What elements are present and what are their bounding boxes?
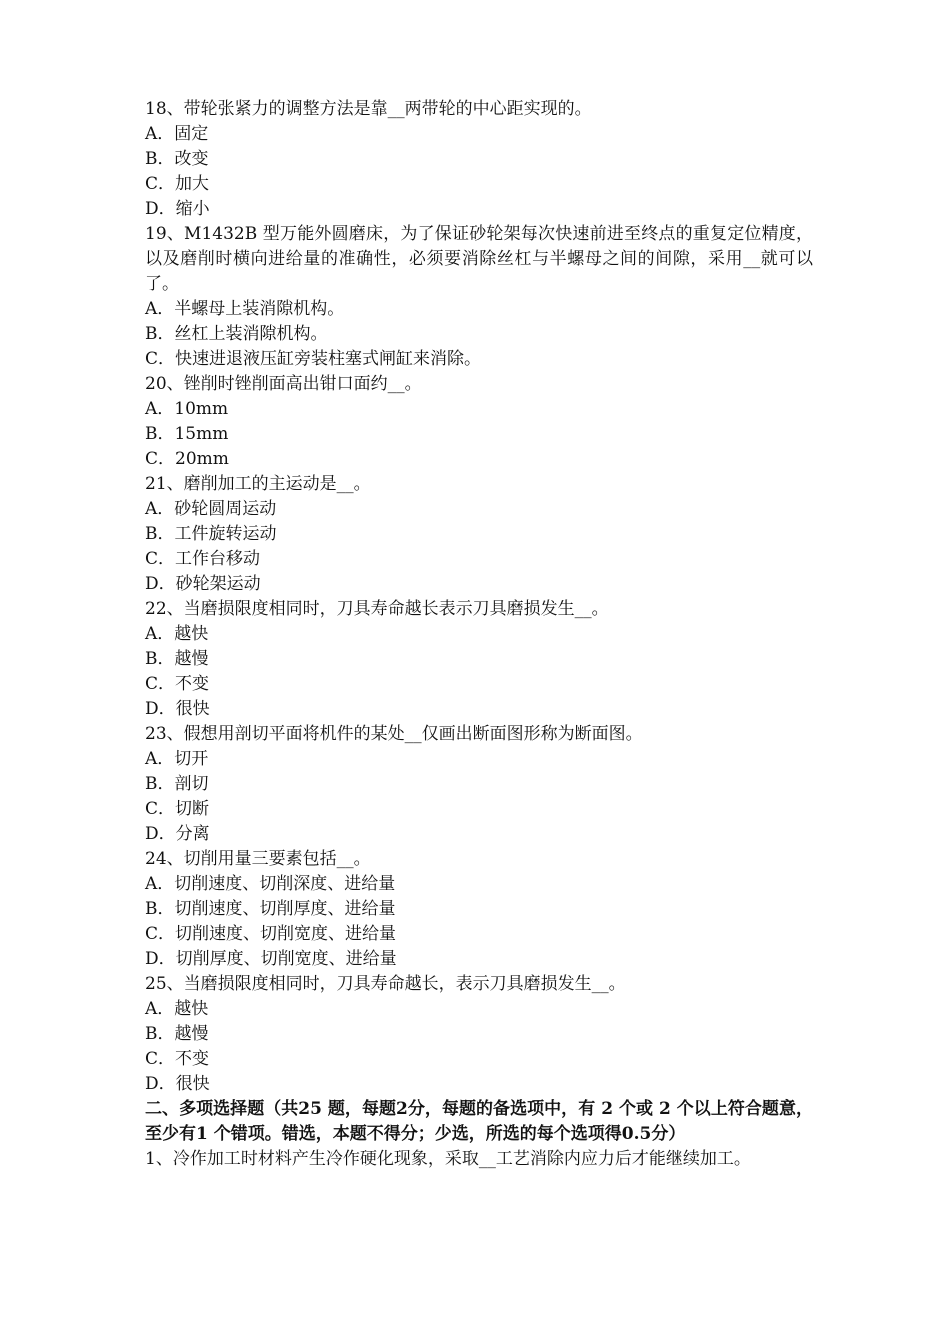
option: D．很快	[145, 699, 210, 719]
document-page	[145, 97, 813, 1172]
question-1-stem: 1、冷作加工时材料产生冷作硬化现象，采取__工艺消除内应力后才能继续加工。	[145, 1149, 751, 1169]
option: A．越快	[145, 999, 209, 1019]
option: B．越慢	[145, 1024, 209, 1044]
option: B．剖切	[145, 774, 209, 794]
question-22-stem: 22、当磨损限度相同时，刀具寿命越长表示刀具磨损发生__。	[145, 599, 609, 619]
option: C．不变	[145, 674, 210, 694]
option: D．砂轮架运动	[145, 574, 261, 594]
section-heading: 二、多项选择题（共25 题，每题2分，每题的备选项中，有 2 个或 2 个以上符合题意，至少有1 个错项。错选，本题不得分；少选，所选的每个选项得0.5分）	[145, 1099, 813, 1144]
option: D．很快	[145, 1074, 210, 1094]
option: D．分离	[145, 824, 210, 844]
option: B．丝杠上装消隙机构。	[145, 324, 328, 344]
option: C．快速进退液压缸旁装柱塞式闸缸来消除。	[145, 349, 482, 369]
option: C．加大	[145, 174, 210, 194]
option: C．20mm	[145, 449, 229, 469]
option: A．切削速度、切削深度、进给量	[145, 874, 396, 894]
option: C．工作台移动	[145, 549, 261, 569]
option: A．越快	[145, 624, 209, 644]
option: C．切断	[145, 799, 210, 819]
option: A．10mm	[145, 399, 229, 419]
question-25-stem: 25、当磨损限度相同时，刀具寿命越长，表示刀具磨损发生__。	[145, 974, 626, 994]
option: B．切削速度、切削厚度、进给量	[145, 899, 396, 919]
option: D．切削厚度、切削宽度、进给量	[145, 949, 397, 969]
option: D．缩小	[145, 199, 210, 219]
option: B．工件旋转运动	[145, 524, 277, 544]
option: C．切削速度、切削宽度、进给量	[145, 924, 397, 944]
option: A．切开	[145, 749, 209, 769]
option: C．不变	[145, 1049, 210, 1069]
option: B．15mm	[145, 424, 229, 444]
option: A．固定	[145, 124, 209, 144]
question-23-stem: 23、假想用剖切平面将机件的某处__仅画出断面图形称为断面图。	[145, 724, 643, 744]
question-18-stem: 18、带轮张紧力的调整方法是靠__两带轮的中心距实现的。	[145, 99, 592, 119]
question-21-stem: 21、磨削加工的主运动是__。	[145, 474, 371, 494]
option: A．半螺母上装消隙机构。	[145, 299, 345, 319]
option: A．砂轮圆周运动	[145, 499, 277, 519]
question-24-stem: 24、切削用量三要素包括__。	[145, 849, 371, 869]
option: B．改变	[145, 149, 209, 169]
option: B．越慢	[145, 649, 209, 669]
question-20-stem: 20、锉削时锉削面高出钳口面约__。	[145, 374, 422, 394]
question-19-stem: 19、M1432B 型万能外圆磨床，为了保证砂轮架每次快速前进至终点的重复定位精度，以及磨削时横向进给量的准确性，必须要消除丝杠与半螺母之间的间隙，采用__就可以了。	[145, 224, 813, 294]
